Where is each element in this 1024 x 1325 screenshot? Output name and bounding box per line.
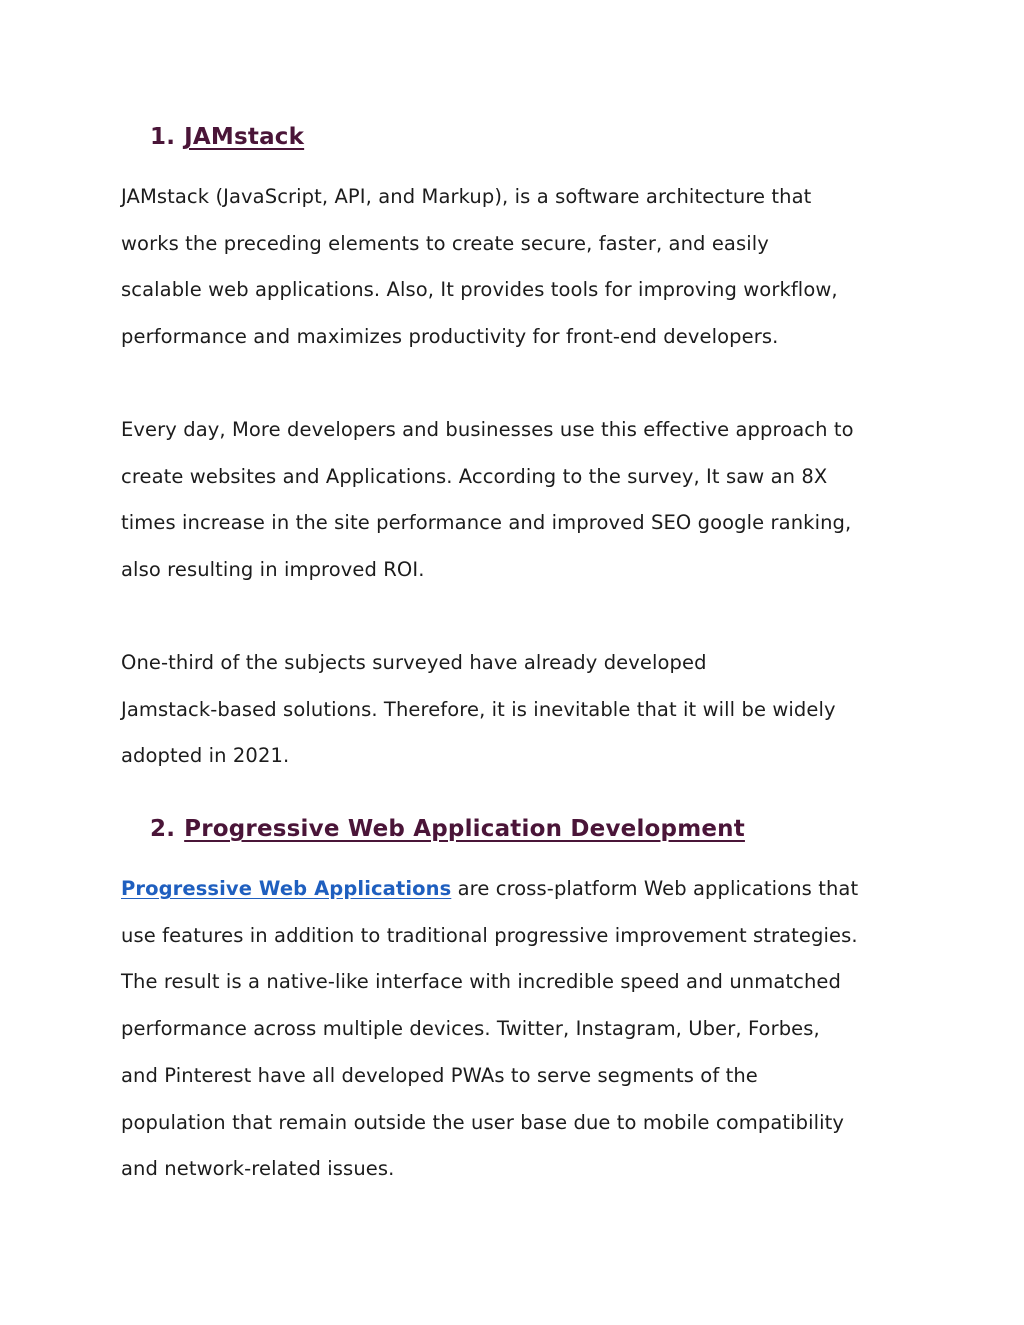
section-heading-jamstack xyxy=(150,124,304,150)
text-line xyxy=(121,866,911,913)
section-heading-pwa xyxy=(150,816,745,842)
text-line: adopted in 2021. xyxy=(121,744,290,768)
section-number: 2. xyxy=(150,816,176,842)
text-line: scalable web applications. Also, It provides tools for improving workflow, xyxy=(121,278,838,302)
paragraph-jamstack-intro xyxy=(121,174,911,361)
text-line: and network-related issues. xyxy=(121,1157,395,1181)
section-number: 1. xyxy=(150,124,176,150)
paragraph-jamstack-survey xyxy=(121,640,911,780)
text-line: Jamstack-based solutions. Therefore, it is inevitable that it will be widely xyxy=(121,697,836,721)
text-line: use features in addition to traditional progressive improvement strategies. xyxy=(121,923,858,947)
text-line: works the preceding elements to create secure, faster, and easily xyxy=(121,231,769,255)
text-line: times increase in the site performance and improved SEO google ranking, xyxy=(121,511,852,535)
heading-link-jamstack[interactable]: JAMstack xyxy=(184,124,305,150)
text-line: also resulting in improved ROI. xyxy=(121,558,425,582)
text-line: population that remain outside the user base due to mobile compatibility xyxy=(121,1110,845,1134)
paragraph-jamstack-adoption xyxy=(121,407,911,594)
text-line: The result is a native-like interface with incredible speed and unmatched xyxy=(121,970,841,994)
text-line: Every day, More developers and businesses use this effective approach to xyxy=(121,418,854,441)
paragraph-pwa xyxy=(121,866,911,1193)
text-line: One-third of the subjects surveyed have already developed xyxy=(121,651,707,674)
text-line: performance and maximizes productivity for front-end developers. xyxy=(121,325,779,349)
heading-link-pwa[interactable]: Progressive Web Application Development xyxy=(184,816,745,842)
text-line: JAMstack (JavaScript, API, and Markup), is a software architecture that xyxy=(121,185,812,208)
text-fragment: are cross-platform Web applications that xyxy=(451,877,859,900)
text-line: and Pinterest have all developed PWAs to serve segments of the xyxy=(121,1063,758,1087)
text-line: create websites and Applications. According to the survey, It saw an 8X xyxy=(121,464,828,488)
pwa-link[interactable]: Progressive Web Applications xyxy=(121,877,452,900)
text-line: performance across multiple devices. Twitter, Instagram, Uber, Forbes, xyxy=(121,1017,820,1041)
